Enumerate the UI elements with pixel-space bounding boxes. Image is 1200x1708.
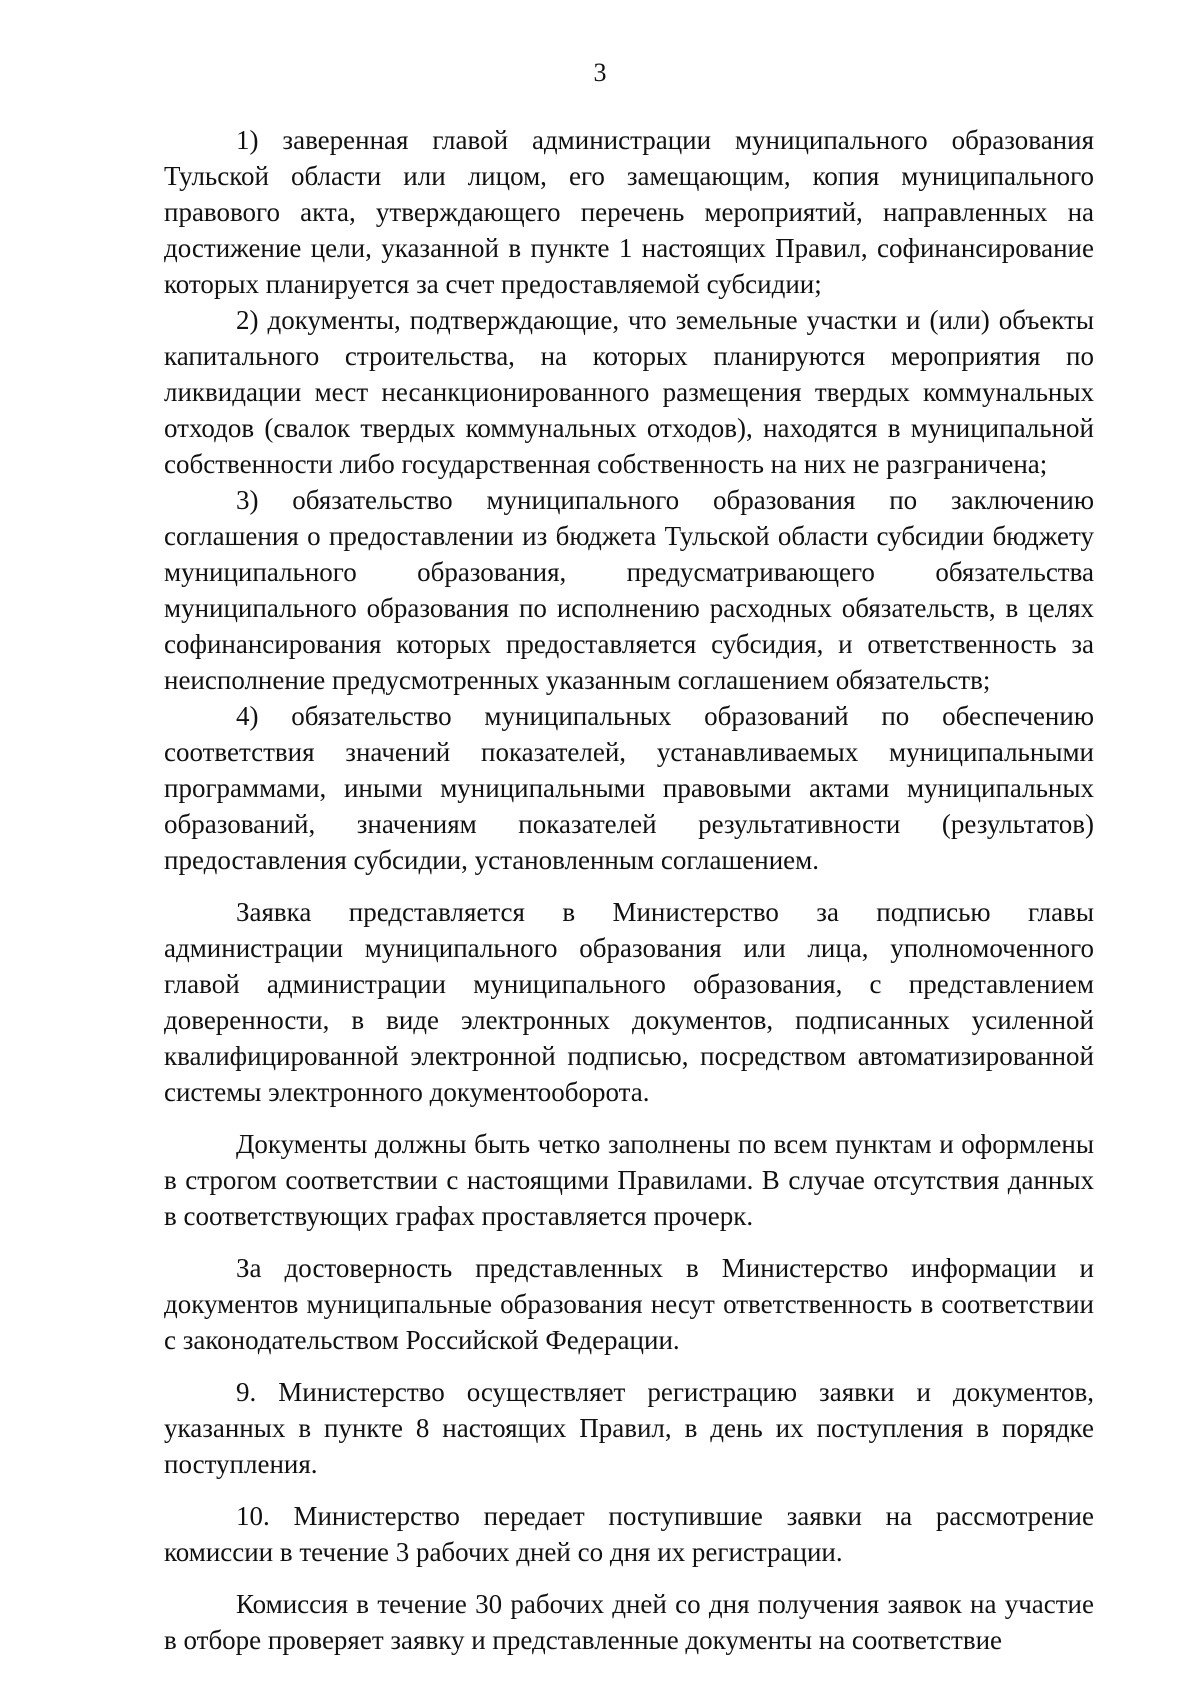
paragraph-item-1: 1) заверенная главой администрации муниципального образования Тульской области или лицом, его замещающим, копия муниципального правового акта, утверждающего перечень мероприятий, направленных на достижение цели, указанной в пункте 1 настоящих Правил, софинансирование которых планируется за счет предоставляемой субсидии; <box>164 125 1094 299</box>
paragraph-application-submission: Заявка представляется в Министерство за подписью главы администрации муниципального образования или лица, уполномоченного главой администрации муниципального образования, с представлением доверенности, в виде электронных документов, подписанных усиленной квалифицированной электронной подписью, посредством автоматизированной системы электронного документооборота. <box>164 897 1094 1107</box>
page-number: 3 <box>593 58 607 87</box>
document-body <box>164 122 1094 1658</box>
paragraph-item-4: 4) обязательство муниципальных образований по обеспечению соответствия значений показателей, устанавливаемых муниципальными программами, иными муниципальными правовыми актами муниципальных образований, значениям показателей результативности (результатов) предоставления субсидии, установленным соглашением. <box>164 701 1094 875</box>
paragraph-responsibility: За достоверность представленных в Министерство информации и документов муниципальные образования несут ответственность в соответствии с законодательством Российской Федерации. <box>164 1253 1094 1355</box>
paragraph-clause-9: 9. Министерство осуществляет регистрацию заявки и документов, указанных в пункте 8 настоящих Правил, в день их поступления в порядке поступления. <box>164 1377 1094 1479</box>
paragraph-clause-10: 10. Министерство передает поступившие заявки на рассмотрение комиссии в течение 3 рабочих дней со дня их регистрации. <box>164 1501 1094 1567</box>
paragraph-item-2: 2) документы, подтверждающие, что земельные участки и (или) объекты капитального строительства, на которых планируются мероприятия по ликвидации мест несанкционированного размещения твердых коммунальных отходов (свалок твердых коммунальных отходов), находятся в муниципальной собственности либо государственная собственность на них не разграничена; <box>164 305 1094 479</box>
paragraph-commission-review: Комиссия в течение 30 рабочих дней со дня получения заявок на участие в отборе проверяет заявку и представленные документы на соответствие <box>164 1589 1094 1655</box>
paragraph-documents-requirements: Документы должны быть четко заполнены по всем пунктам и оформлены в строгом соответствии с настоящими Правилами. В случае отсутствия данных в соответствующих графах проставляется прочерк. <box>164 1129 1094 1231</box>
paragraph-item-3: 3) обязательство муниципального образования по заключению соглашения о предоставлении из бюджета Тульской области субсидии бюджету муниципального образования, предусматривающего обязательства муниципального образования по исполнению расходных обязательств, в целях софинансирования которых предоставляется субсидия, и ответственность за неисполнение предусмотренных указанным соглашением обязательств; <box>164 485 1094 695</box>
